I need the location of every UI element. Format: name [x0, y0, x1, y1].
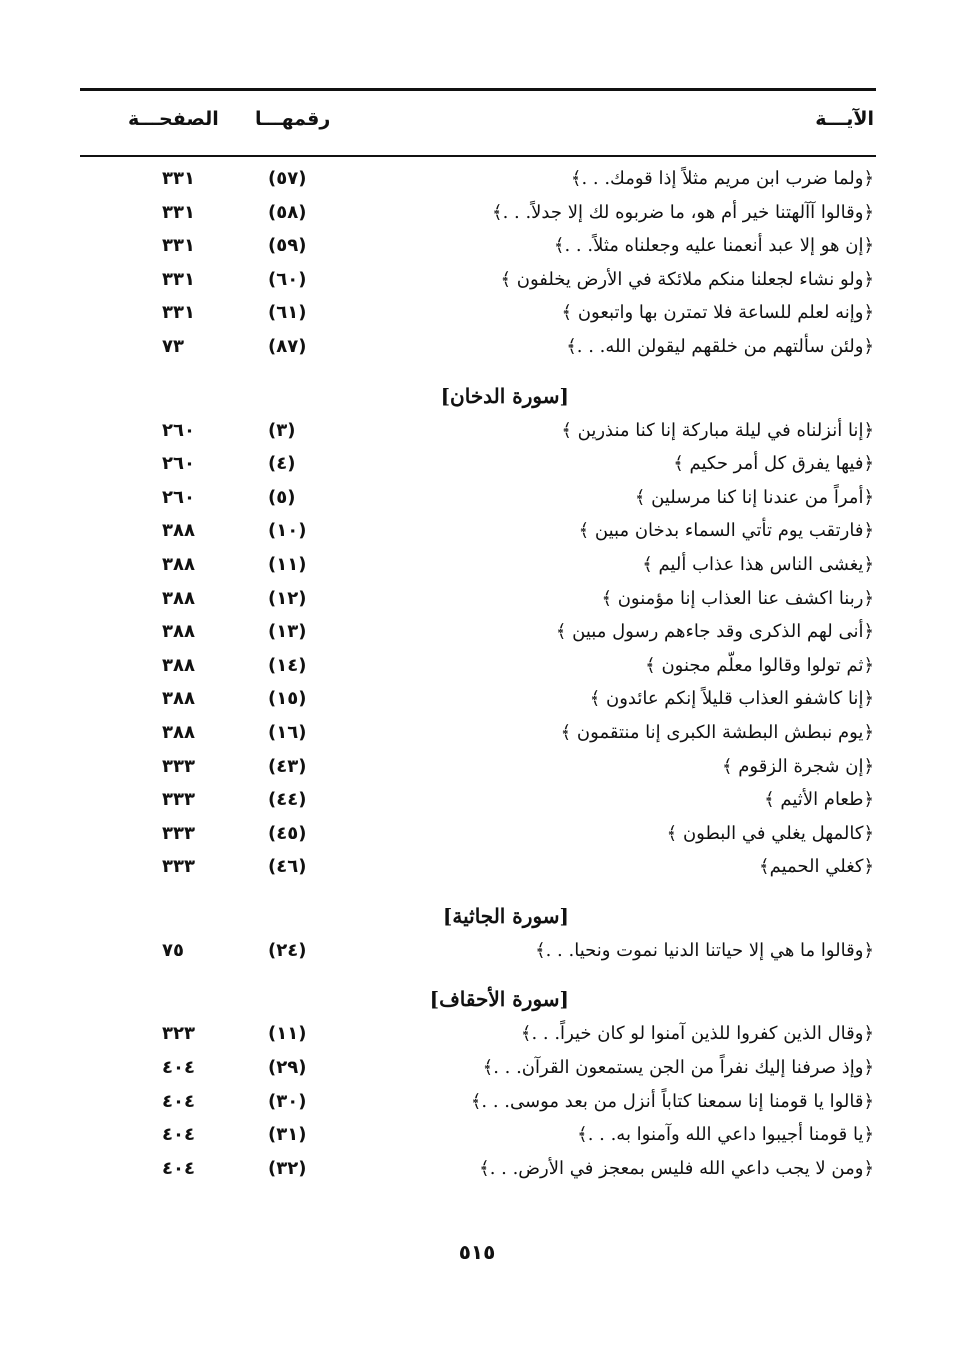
column-header-ayah: الآيـــة [815, 108, 874, 130]
ayah-number: (٦١) [268, 302, 307, 324]
ayah-text: ﴿ثم تولوا وقالوا معلّم مجنون ﴾ [645, 654, 874, 676]
table-row [0, 754, 954, 788]
page-reference: ٢٦٠ [162, 453, 195, 475]
ayah-text: ﴿إن شجرة الزقوم ﴾ [721, 755, 874, 777]
header-rule [80, 155, 876, 157]
ayah-number: (١٠) [268, 520, 307, 542]
ayah-text: ﴿أنى لهم الذكرى وقد جاءهم رسول مبين ﴾ [555, 621, 874, 643]
table-row [0, 267, 954, 301]
ayah-text: ﴿إن هو إلا عبد أنعمنا عليه وجعلناه مثلاً. . .﴾ [553, 235, 874, 257]
page-reference: ٣٨٨ [162, 654, 195, 676]
ayah-number: (٤٣) [268, 755, 307, 777]
ayah-text: ﴿ربنا اكشف عنا العذاب إنا مؤمنون ﴾ [601, 587, 874, 609]
surah-heading [0, 971, 954, 1021]
ayah-text: ﴿كالمهل يغلي في البطون ﴾ [666, 822, 874, 844]
ayah-text: ﴿ولئن سألتهم من خلقهم ليقولن الله. . .﴾ [566, 335, 874, 357]
ayah-text: ﴿إنا أنزلناه في ليلة مباركة إنا كنا منذرين ﴾ [561, 419, 874, 441]
ayah-number: (١٢) [268, 587, 307, 609]
table-row [0, 1055, 954, 1089]
table-row [0, 200, 954, 234]
surah-title: [سورة الأحقاف] [429, 987, 569, 1012]
page-reference: ٣٣١ [162, 268, 195, 290]
ayah-number: (١١) [268, 1023, 307, 1045]
ayah-text: ﴿وقالوا آآلهتنا خير أم هو، ما ضربوه لك إلا جدلاً. . .﴾ [492, 201, 874, 223]
ayah-text: ﴿ومن لا يجب داعي الله فليس بمعجز في الأرض. . .﴾ [479, 1157, 874, 1179]
column-header-number: رقمهـــا [255, 108, 331, 130]
ayah-number: (٤٦) [268, 856, 307, 878]
table-row [0, 334, 954, 368]
ayah-text: ﴿يغشى الناس هذا عذاب أليم ﴾ [642, 553, 874, 575]
ayah-text: ﴿وقال الذين كفروا للذين آمنوا لو كان خيراً. . .﴾ [520, 1023, 874, 1045]
page-reference: ٣٣٣ [162, 856, 195, 878]
ayah-number: (٣٢) [268, 1157, 307, 1179]
ayah-text: ﴿ولما ضرب ابن مريم مثلاً إذا قومك. . .﴾ [570, 168, 874, 189]
page-reference: ٤٠٤ [162, 1090, 195, 1112]
page-reference: ٣٣٣ [162, 789, 195, 811]
page-reference: ٤٠٤ [162, 1124, 195, 1146]
page-reference: ٣٨٨ [162, 721, 195, 743]
ayah-number: (٤٤) [268, 789, 307, 811]
ayah-number: (٤٥) [268, 822, 307, 844]
ayah-number: (٦٠) [268, 268, 307, 290]
table-row [0, 418, 954, 452]
page-reference: ٣٣٣ [162, 822, 195, 844]
surah-heading [0, 368, 954, 418]
ayah-number: (٣١) [268, 1124, 307, 1146]
ayah-text: ﴿قالوا يا قومنا إنا سمعنا كتاباً أنزل من بعد موسى. . .﴾ [470, 1090, 874, 1112]
page-reference: ٤٠٤ [162, 1157, 195, 1179]
table-row [0, 686, 954, 720]
ayah-text: ﴿فارتقب يوم تأتي السماء بدخان مبين ﴾ [578, 520, 874, 542]
ayah-number: (١٤) [268, 654, 307, 676]
table-row [0, 1021, 954, 1055]
table-row [0, 166, 954, 200]
page-reference: ٣٣١ [162, 168, 195, 189]
table-row [0, 552, 954, 586]
page-reference: ٢٦٠ [162, 419, 195, 441]
table-row [0, 720, 954, 754]
ayah-text: ﴿أمراً من عندنا إنا كنا مرسلين ﴾ [634, 486, 874, 508]
ayah-number: (٣٠) [268, 1090, 307, 1112]
surah-title: [سورة الجاثية] [442, 903, 569, 928]
ayah-number: (٣) [268, 419, 296, 441]
ayah-text: ﴿ولو نشاء لجعلنا منكم ملائكة في الأرض يخلفون ﴾ [500, 268, 874, 290]
ayah-text: ﴿إنا كاشفو العذاب قليلاً إنكم عائدون ﴾ [589, 688, 874, 710]
ayah-text: ﴿طعام الأثيم ﴾ [764, 789, 874, 811]
table-row [0, 518, 954, 552]
table-row [0, 485, 954, 519]
table-row [0, 1122, 954, 1156]
ayah-text: ﴿وقالوا ما هي إلا حياتنا الدنيا نموت ونحيا. . .﴾ [535, 939, 874, 961]
ayah-number: (٥٨) [268, 201, 307, 223]
ayah-number: (٥٩) [268, 235, 307, 257]
page-reference: ٣٨٨ [162, 520, 195, 542]
ayah-number: (١٣) [268, 621, 307, 643]
ayah-number: (٤) [268, 453, 296, 475]
table-row [0, 821, 954, 855]
table-row [0, 586, 954, 620]
table-row [0, 300, 954, 334]
page-reference: ٣٣١ [162, 302, 195, 324]
ayah-number: (٢٤) [268, 939, 307, 961]
ayah-text: ﴿فيها يفرق كل أمر حكيم ﴾ [673, 453, 874, 475]
index-table [0, 166, 954, 1189]
table-row [0, 233, 954, 267]
table-row [0, 938, 954, 972]
column-header-page: الصفحـــة [128, 108, 219, 130]
page-reference: ٤٠٤ [162, 1057, 195, 1079]
page-reference: ٣٣١ [162, 235, 195, 257]
surah-heading [0, 888, 954, 938]
page-reference: ٣٨٨ [162, 688, 195, 710]
ayah-number: (٨٧) [268, 335, 307, 357]
table-row [0, 653, 954, 687]
page-reference: ٣٨٨ [162, 553, 195, 575]
table-row [0, 619, 954, 653]
page-reference: ٣٣١ [162, 201, 195, 223]
ayah-number: (٥) [268, 486, 296, 508]
ayah-text: ﴿يا قومنا أجيبوا داعي الله وآمنوا به. . .﴾ [577, 1124, 874, 1146]
ayah-number: (١١) [268, 553, 307, 575]
surah-title: [سورة الدخان] [440, 383, 569, 408]
page-reference: ٣٨٨ [162, 621, 195, 643]
ayah-text: ﴿كغلي الحميم﴾ [759, 856, 874, 878]
page-reference: ٢٦٠ [162, 486, 195, 508]
page-number: ٥١٥ [458, 1240, 496, 1264]
table-row [0, 854, 954, 888]
ayah-number: (٥٧) [268, 168, 307, 189]
page-reference: ٧٥ [162, 939, 184, 961]
page-reference: ٧٣ [162, 335, 184, 357]
page-reference: ٣٢٣ [162, 1023, 195, 1045]
table-row [0, 451, 954, 485]
ayah-text: ﴿يوم نبطش البطشة الكبرى إنا منتقمون ﴾ [560, 721, 874, 743]
table-row [0, 787, 954, 821]
ayah-text: ﴿وإنه لعلم للساعة فلا تمترن بها واتبعون ﴾ [561, 302, 874, 324]
ayah-number: (١٦) [268, 721, 307, 743]
page-reference: ٣٣٣ [162, 755, 195, 777]
page-reference: ٣٨٨ [162, 587, 195, 609]
ayah-number: (٢٩) [268, 1057, 307, 1079]
ayah-number: (١٥) [268, 688, 307, 710]
ayah-text: ﴿وإذ صرفنا إليك نفراً من الجن يستمعون القرآن. . .﴾ [482, 1057, 874, 1079]
table-row [0, 1089, 954, 1123]
table-row [0, 1156, 954, 1190]
top-rule [80, 88, 876, 91]
